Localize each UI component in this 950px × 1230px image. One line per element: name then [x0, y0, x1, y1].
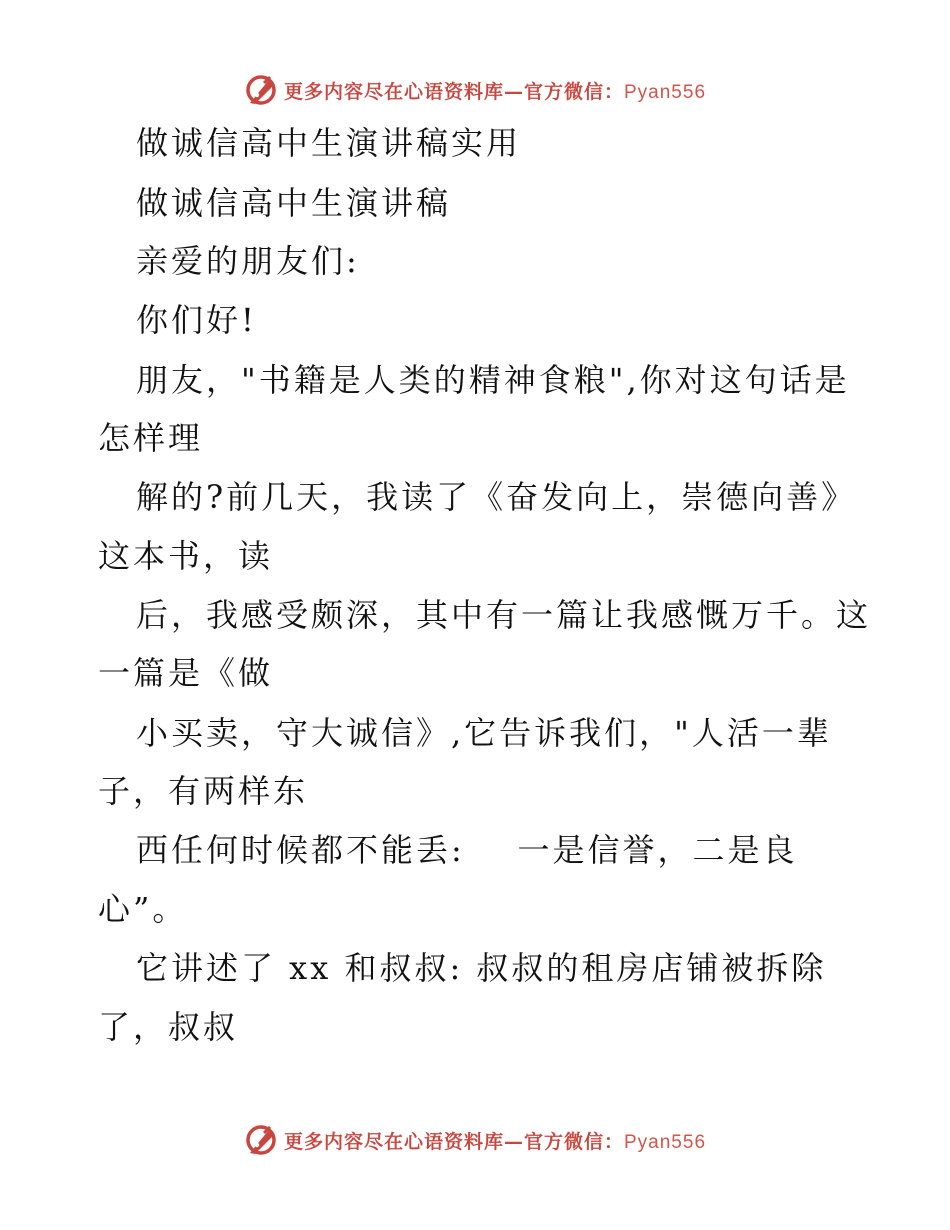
paragraph-line: 解的?前几天，我读了《奋发向上，崇德向善》	[136, 478, 857, 516]
paragraph-line: 了，叔叔	[98, 1008, 239, 1046]
paragraph-line: 子，有两样东	[98, 772, 309, 810]
paragraph-line: 西任何时候都不能丢: 一是信誉，二是良	[136, 831, 798, 869]
paragraph-line: 朋友，"书籍是人类的精神食粮",你对这句话是	[136, 361, 850, 399]
pen-nib-logo-icon	[244, 1123, 278, 1157]
banner-text: 更多内容尽在心语资料库—官方微信：Pyan556	[283, 1130, 707, 1153]
pen-nib-logo-icon	[244, 73, 278, 107]
paragraph-line: 它讲述了 xx 和叔叔: 叔叔的租房店铺被拆除	[136, 949, 827, 987]
greeting: 你们好!	[136, 301, 257, 339]
header-banner	[0, 70, 950, 110]
footer-banner	[0, 1120, 950, 1160]
banner-text: 更多内容尽在心语资料库—官方微信：Pyan556	[283, 80, 707, 103]
document-title: 做诚信高中生演讲稿实用	[136, 124, 522, 162]
paragraph-line: 这本书，读	[98, 537, 274, 575]
paragraph-line: 一篇是《做	[98, 654, 274, 692]
salutation: 亲爱的朋友们:	[136, 242, 360, 280]
paragraph-line: 心”。	[98, 890, 188, 928]
wechat-id: Pyan556	[624, 81, 707, 103]
wechat-id: Pyan556	[624, 1131, 707, 1153]
document-subtitle: 做诚信高中生演讲稿	[136, 184, 452, 222]
paragraph-line: 怎样理	[98, 419, 204, 457]
paragraph-line: 后，我感受颇深，其中有一篇让我感慨万千。这	[136, 596, 872, 634]
paragraph-line: 小买卖，守大诚信》,它告诉我们，"人活一辈	[136, 714, 832, 752]
